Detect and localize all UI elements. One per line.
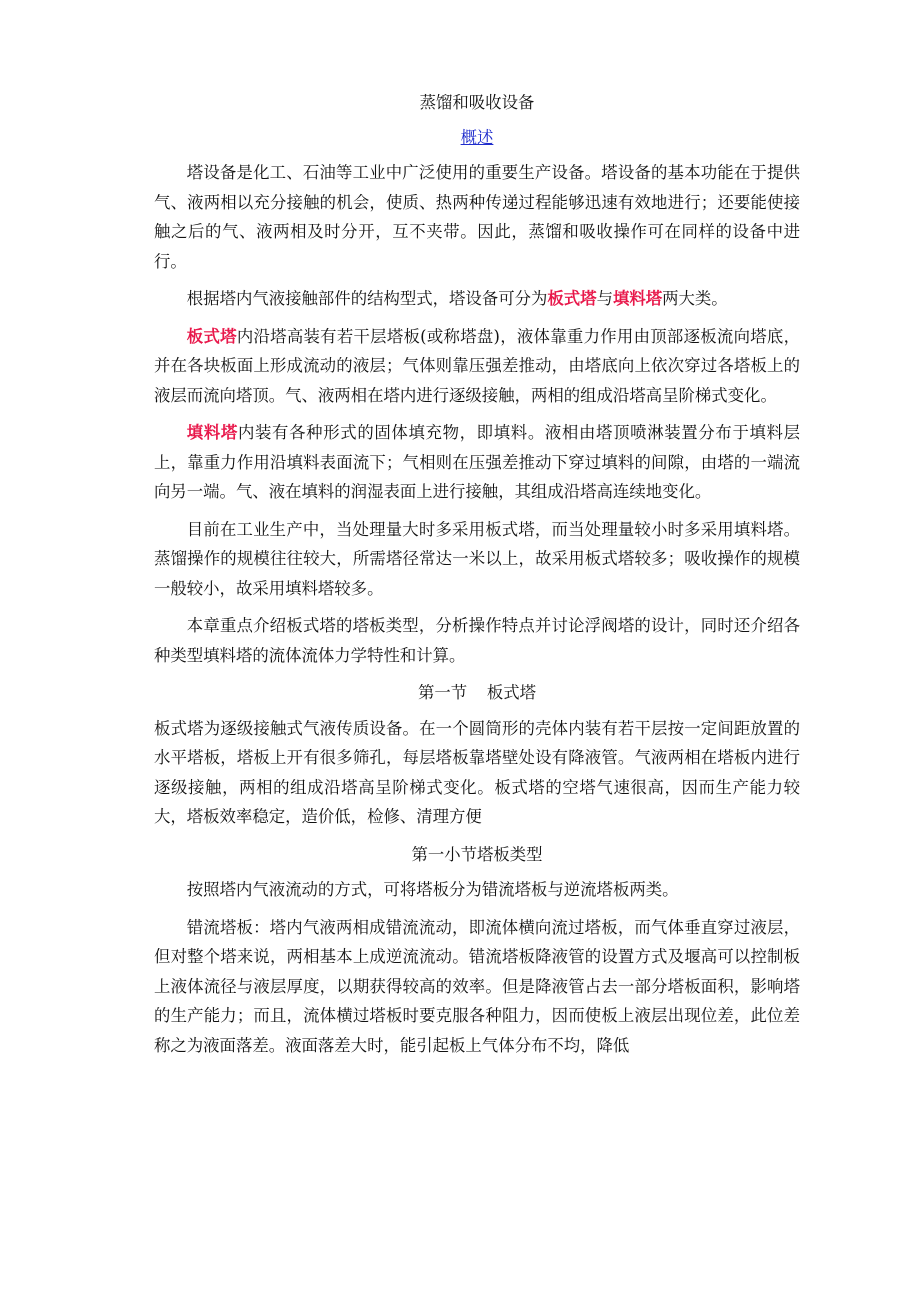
paragraph-chapter-focus: 本章重点介绍板式塔的塔板类型，分析操作特点并讨论浮阀塔的设计，同时还介绍各种类型填料塔的流体流体力学特性和计算。 [154,616,800,665]
packed-tower-description: 内装有各种形式的固体填充物，即填料。液相由塔顶喷淋装置分布于填料层上，靠重力作用沿填料表面流下；气相则在压强差推动下穿过填料的间隙，由塔的一端流向另一端。气、液在填料的润湿表面上进行接触，其组成沿塔高连续地变化。 [154,423,800,501]
overview-heading [154,123,800,153]
subsection-heading-plate-types: 第一小节塔板类型 [411,844,543,864]
term-packed-tower-2: 填料塔 [186,423,238,442]
document-title: 蒸馏和吸收设备 [419,93,535,112]
section-title: 板式塔 [486,683,536,702]
term-plate-tower-2: 板式塔 [186,326,237,346]
paragraph-plate-tower [154,322,800,411]
document-content [154,88,800,1068]
classification-text-c: 两大类。 [662,289,728,308]
classification-text-a: 根据塔内气液接触部件的结构型式，塔设备可分为 [186,289,548,308]
section-number: 第一节 [417,683,468,702]
paragraph-plate-types: 按照塔内气液流动的方式，可将塔板分为错流塔板与逆流塔板两类。 [186,880,679,899]
paragraph-cross-flow-plates: 错流塔板：塔内气液两相成错流流动，即流体横向流过塔板，而气体垂直穿过液层，但对整个塔来说，两相基本上成逆流流动。错流塔板降液管的设置方式及堰高可以控制板上液体流径与液层厚度，以期获得较高的效率。但是降液管占去一部分塔板面积，影响塔的生产能力；而且，流体横过塔板时要克服各种阻力，因而使板上液层出现位差，此位差称之为液面落差。液面落差大时，能引起板上气体分布不均，降低 [154,917,800,1055]
section-body-plate-tower: 板式塔为逐级接触式气液传质设备。在一个圆筒形的壳体内装有若干层按一定间距放置的水平塔板，塔板上开有很多筛孔，每层塔板靠塔壁处设有降液管。气液两相在塔板内进行逐级接触，两相的组成沿塔高呈阶梯式变化。板式塔的空塔气速很高，因而生产能力较大，塔板效率稳定，造价低，检修、清理方便 [154,718,800,826]
classification-text-b: 与 [596,289,613,308]
plate-tower-description: 内沿塔高装有若干层塔板(或称塔盘)，液体靠重力作用由顶部逐板流向塔底，并在各块板面上形成流动的液层；气体则靠压强差推动，由塔底向上依次穿过各塔板上的液层而流向塔顶。气、液两相在塔内进行逐级接触，两相的组成沿塔高呈阶梯式变化。 [154,326,800,405]
term-packed-tower: 填料塔 [612,289,663,308]
paragraph-industrial-use: 目前在工业生产中，当处理量大时多采用板式塔，而当处理量较小时多采用填料塔。蒸馏操作的规模往往较大，所需塔径常达一米以上，故采用板式塔较多；吸收操作的规模一般较小，故采用填料塔较多。 [154,519,800,598]
paragraph-intro: 塔设备是化工、石油等工业中广泛使用的重要生产设备。塔设备的基本功能在于提供气、液两相以充分接触的机会，使质、热两种传递过程能够迅速有效地进行；还要能使接触之后的气、液两相及时分开，互不夹带。因此，蒸馏和吸收操作可在同样的设备中进行。 [154,163,800,271]
paragraph-classification [154,284,800,314]
overview-link[interactable]: 概述 [460,127,494,147]
section-heading-plate-tower [154,678,800,708]
term-plate-tower: 板式塔 [547,289,597,308]
paragraph-packed-tower [154,418,800,507]
